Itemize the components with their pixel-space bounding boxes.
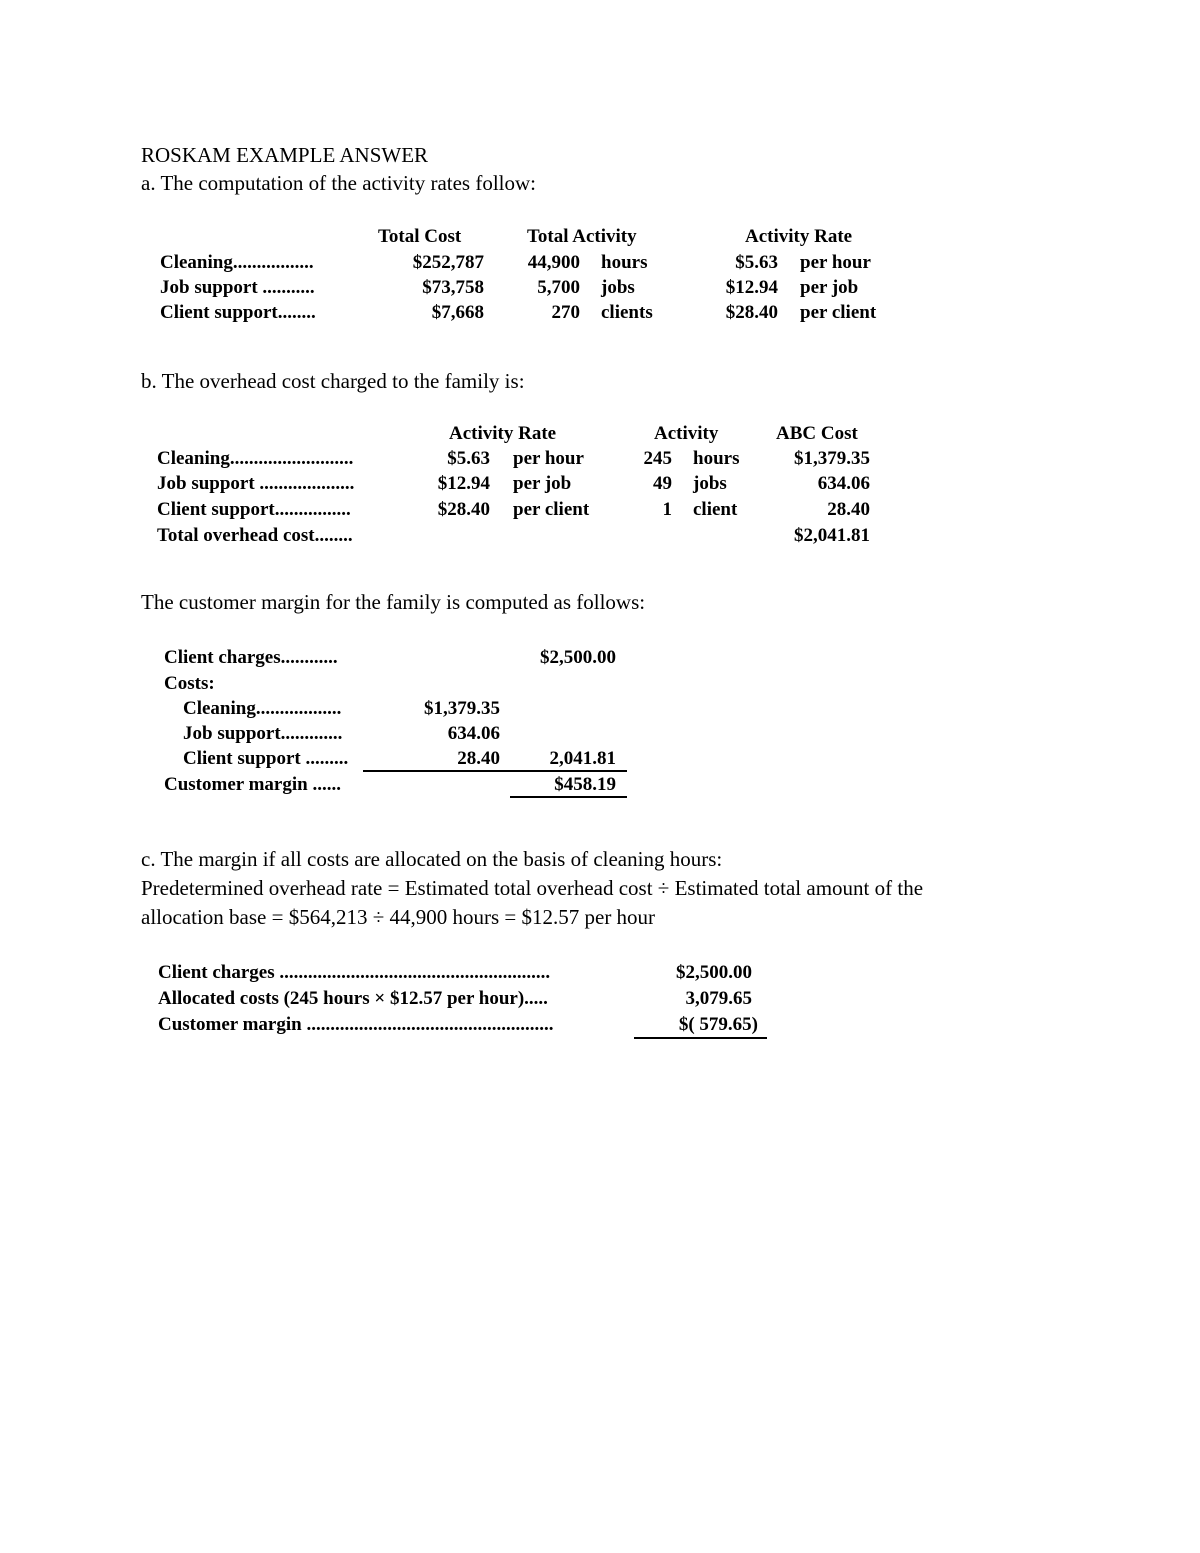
rate-unit: per client bbox=[513, 499, 590, 520]
row-label: Client support................ bbox=[157, 499, 351, 520]
header-total-activity: Total Activity bbox=[527, 226, 637, 247]
cost-row-label: Cleaning.................. bbox=[183, 698, 342, 719]
cost-row-label: Client support ......... bbox=[183, 748, 349, 769]
customer-margin-label: Customer margin .................................................... bbox=[158, 1014, 554, 1035]
activity-value: 49 bbox=[653, 473, 672, 494]
document-title: ROSKAM EXAMPLE ANSWER bbox=[141, 143, 429, 167]
total-cost-value: $7,668 bbox=[431, 302, 484, 323]
rate-unit: per job bbox=[513, 473, 572, 494]
activity-rate-value: $5.63 bbox=[735, 252, 778, 273]
total-rule bbox=[634, 1037, 767, 1039]
cost-row-value: 28.40 bbox=[457, 748, 500, 769]
total-activity-value: 270 bbox=[551, 302, 580, 323]
total-cost-value: $73,758 bbox=[422, 277, 484, 298]
total-rule bbox=[510, 796, 627, 798]
row-label: Job support .................... bbox=[157, 473, 355, 494]
cost-row-value: 634.06 bbox=[447, 723, 500, 744]
client-charges-label: Client charges ......................................................... bbox=[158, 962, 551, 983]
part-b-intro: b. The overhead cost charged to the family is: bbox=[141, 369, 525, 393]
margin-intro: The customer margin for the family is computed as follows: bbox=[141, 590, 646, 614]
header-abc-cost: ABC Cost bbox=[776, 423, 858, 444]
total-overhead-value: $2,041.81 bbox=[794, 525, 870, 546]
client-charges-label: Client charges............ bbox=[164, 647, 338, 668]
costs-label: Costs: bbox=[164, 673, 215, 694]
activity-rate-value: $28.40 bbox=[725, 302, 778, 323]
rate-unit: per job bbox=[800, 277, 859, 298]
activity-rate-value: $12.94 bbox=[725, 277, 778, 298]
total-overhead-label: Total overhead cost........ bbox=[157, 525, 353, 546]
activity-rate-value: $5.63 bbox=[447, 448, 490, 469]
header-activity: Activity bbox=[654, 423, 719, 444]
header-total-cost: Total Cost bbox=[378, 226, 462, 247]
row-label: Client support........ bbox=[160, 302, 316, 323]
cost-row-label: Job support............. bbox=[183, 723, 343, 744]
customer-margin-label: Customer margin ...... bbox=[164, 774, 341, 795]
allocated-costs-label: Allocated costs (245 hours × $12.57 per hour)..... bbox=[158, 988, 548, 1009]
activity-unit: clients bbox=[601, 302, 653, 323]
client-charges-value: $2,500.00 bbox=[676, 962, 752, 983]
activity-value: 1 bbox=[662, 499, 672, 520]
part-a-intro: a. The computation of the activity rates follow: bbox=[141, 171, 537, 195]
total-cost-value: $252,787 bbox=[412, 252, 484, 273]
row-label: Cleaning.......................... bbox=[157, 448, 354, 469]
abc-cost-value: $1,379.35 bbox=[794, 448, 870, 469]
allocated-costs-value: 3,079.65 bbox=[685, 988, 752, 1009]
overhead-rate-formula: Predetermined overhead rate = Estimated total overhead cost ÷ Estimated total amount of the bbox=[141, 876, 924, 900]
row-label: Job support ........... bbox=[160, 277, 315, 298]
total-costs-value: 2,041.81 bbox=[549, 748, 616, 769]
activity-rate-value: $12.94 bbox=[437, 473, 490, 494]
activity-unit: hours bbox=[601, 252, 648, 273]
total-activity-value: 5,700 bbox=[537, 277, 580, 298]
abc-cost-value: 634.06 bbox=[817, 473, 870, 494]
row-label: Cleaning................. bbox=[160, 252, 314, 273]
overhead-rate-result: allocation base = $564,213 ÷ 44,900 hours = $12.57 per hour bbox=[141, 905, 656, 929]
customer-margin-value: $( 579.65) bbox=[678, 1014, 758, 1035]
part-c-intro: c. The margin if all costs are allocated on the basis of cleaning hours: bbox=[141, 847, 723, 871]
rate-unit: per client bbox=[800, 302, 877, 323]
cost-row-value: $1,379.35 bbox=[424, 698, 500, 719]
client-charges-value: $2,500.00 bbox=[540, 647, 616, 668]
header-activity-rate: Activity Rate bbox=[449, 423, 557, 444]
abc-cost-value: 28.40 bbox=[827, 499, 870, 520]
activity-unit: client bbox=[693, 499, 738, 520]
subtotal-rule bbox=[363, 770, 627, 772]
header-activity-rate: Activity Rate bbox=[745, 226, 853, 247]
activity-unit: hours bbox=[693, 448, 740, 469]
rate-unit: per hour bbox=[800, 252, 871, 273]
activity-unit: jobs bbox=[693, 473, 727, 494]
total-activity-value: 44,900 bbox=[527, 252, 580, 273]
rate-unit: per hour bbox=[513, 448, 584, 469]
activity-rate-value: $28.40 bbox=[437, 499, 490, 520]
activity-unit: jobs bbox=[601, 277, 635, 298]
customer-margin-value: $458.19 bbox=[554, 774, 616, 795]
activity-value: 245 bbox=[643, 448, 672, 469]
